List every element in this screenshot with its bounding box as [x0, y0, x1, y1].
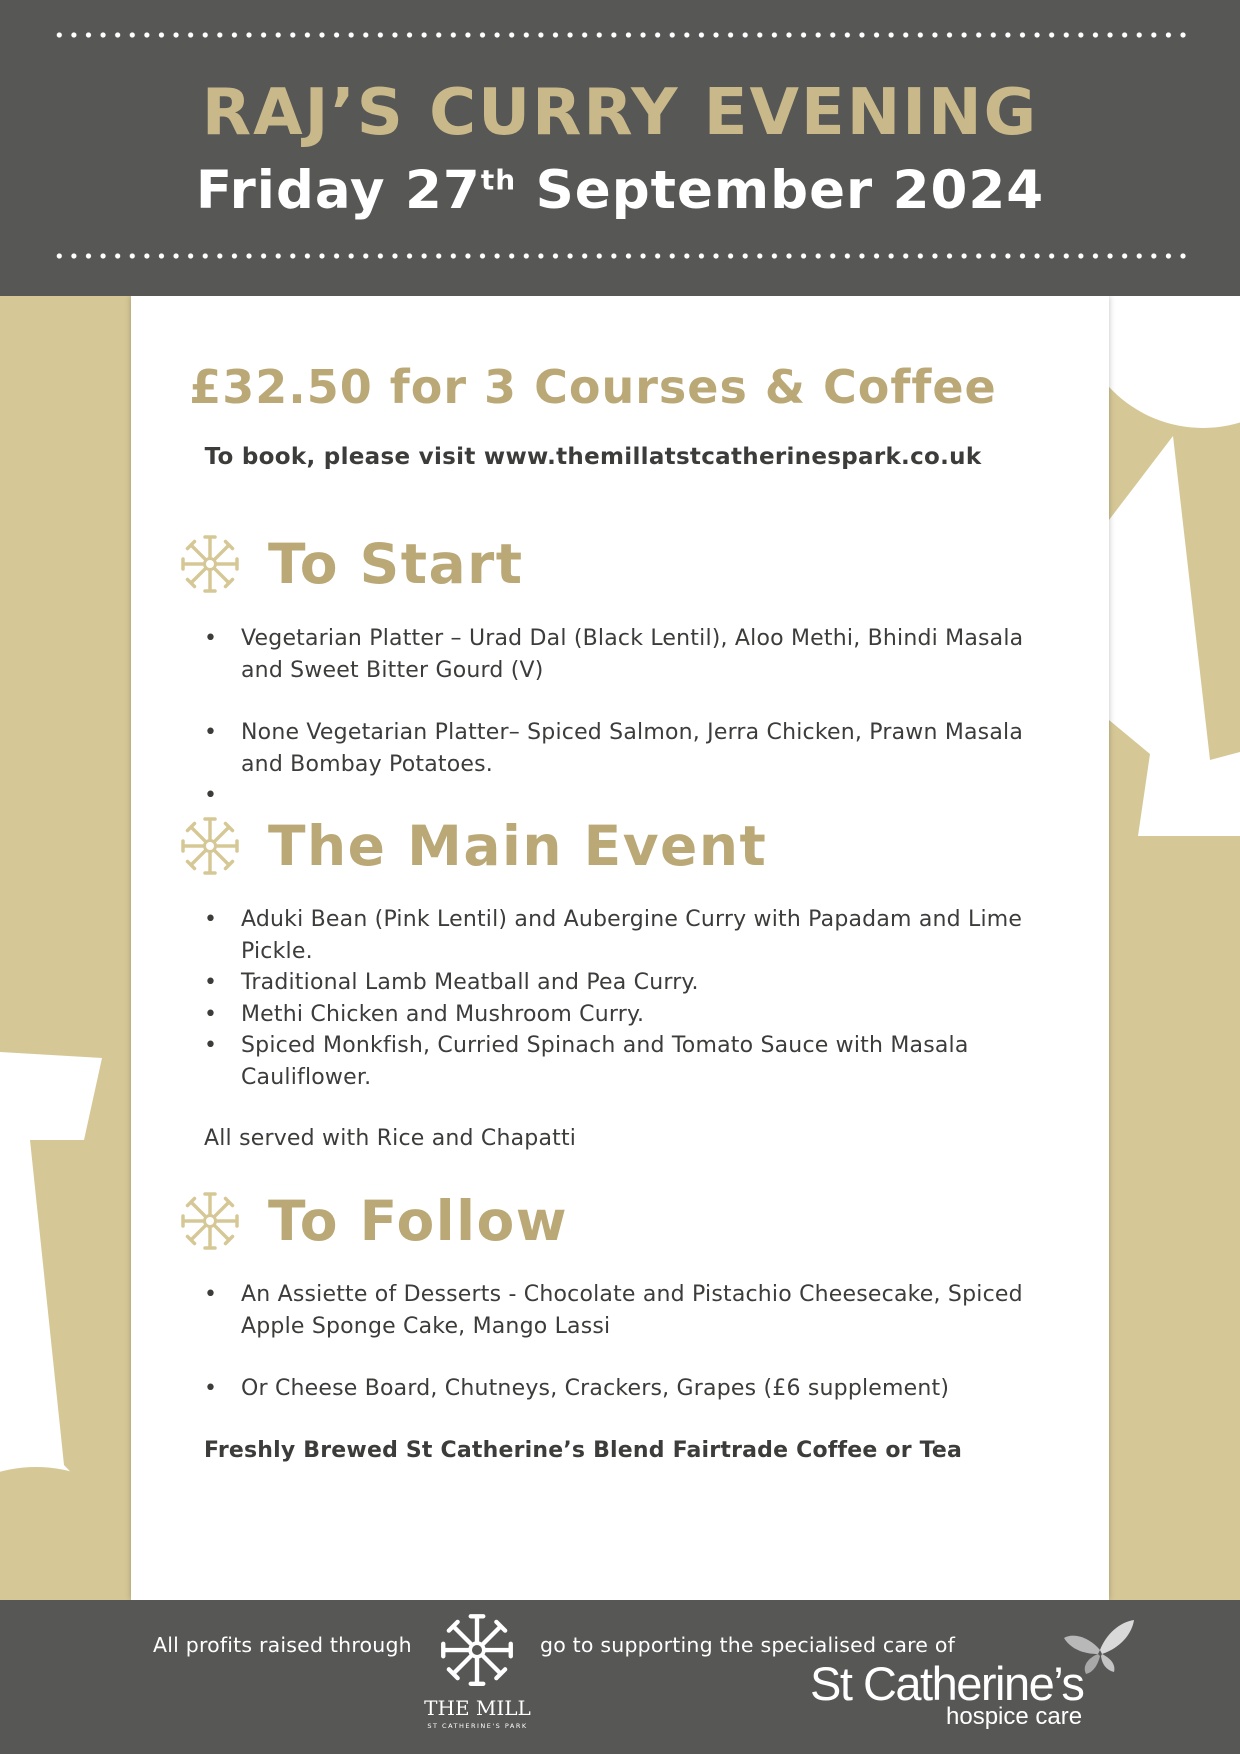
coffee-line: Freshly Brewed St Catherine’s Blend Fairtrade Coffee or Tea: [204, 1438, 963, 1463]
the-mill-name: THE MILL: [424, 1696, 531, 1720]
section-heading-follow: [178, 1189, 568, 1253]
list-item: • Methi Chicken and Mushroom Curry.: [204, 999, 1034, 1031]
date-month-year: September 2024: [516, 160, 1045, 221]
footer-banner: [0, 1600, 1240, 1754]
header-banner: [0, 0, 1240, 296]
mill-wheel-icon: [178, 532, 242, 596]
main-list: [204, 904, 1034, 1093]
served-with-note: All served with Rice and Chapatti: [204, 1126, 577, 1151]
footer-text-left: All profits raised through: [153, 1633, 412, 1657]
section-heading-main: [178, 814, 767, 878]
st-catherines-wordmark: St Catherine’s: [810, 1657, 1084, 1710]
empty-list-item: [204, 780, 1034, 812]
dotted-divider-bottom: [52, 253, 1188, 259]
date-day: Friday 27: [195, 160, 481, 221]
list-item: • Spiced Monkfish, Curried Spinach and Tomato Sauce with Masala Cauliflower.: [204, 1030, 1034, 1093]
event-date: [0, 160, 1240, 221]
footer-text-right: go to supporting the specialised care of: [540, 1633, 955, 1657]
mill-wheel-icon: [178, 1189, 242, 1253]
heading-to-follow: To Follow: [268, 1188, 569, 1253]
the-mill-subtitle: ST CATHERINE'S PARK: [427, 1722, 528, 1730]
list-item: • Aduki Bean (Pink Lentil) and Aubergine Curry with Papadam and Lime Pickle.: [204, 904, 1034, 967]
heading-to-start: To Start: [268, 531, 524, 596]
booking-line: To book, please visit www.themillatstcatherinespark.co.uk: [204, 444, 982, 470]
starter-list: [204, 623, 1034, 812]
the-mill-logo-icon: [437, 1610, 517, 1690]
heading-main-event: The Main Event: [268, 813, 768, 878]
dessert-list: [204, 1279, 1034, 1405]
date-ordinal: th: [480, 163, 517, 197]
hospice-care-wordmark: hospice care: [946, 1703, 1083, 1730]
list-item: • Traditional Lamb Meatball and Pea Curry.: [204, 967, 1034, 999]
section-heading-start: [178, 532, 524, 596]
dotted-divider-top: [52, 32, 1188, 38]
price-line: £32.50 for 3 Courses & Coffee: [189, 360, 997, 414]
event-title: RAJ’S CURRY EVENING: [201, 76, 1039, 150]
list-item: • None Vegetarian Platter– Spiced Salmon, Jerra Chicken, Prawn Masala and Bombay Potatoes.: [204, 717, 1034, 780]
list-item: • Or Cheese Board, Chutneys, Crackers, Grapes (£6 supplement): [204, 1373, 1034, 1405]
list-item: • An Assiette of Desserts - Chocolate and Pistachio Cheesecake, Spiced Apple Sponge Cake, Mango Lassi: [204, 1279, 1034, 1342]
list-item: • Vegetarian Platter – Urad Dal (Black Lentil), Aloo Methi, Bhindi Masala and Sweet Bitter Gourd (V): [204, 623, 1034, 686]
mill-wheel-icon: [178, 814, 242, 878]
